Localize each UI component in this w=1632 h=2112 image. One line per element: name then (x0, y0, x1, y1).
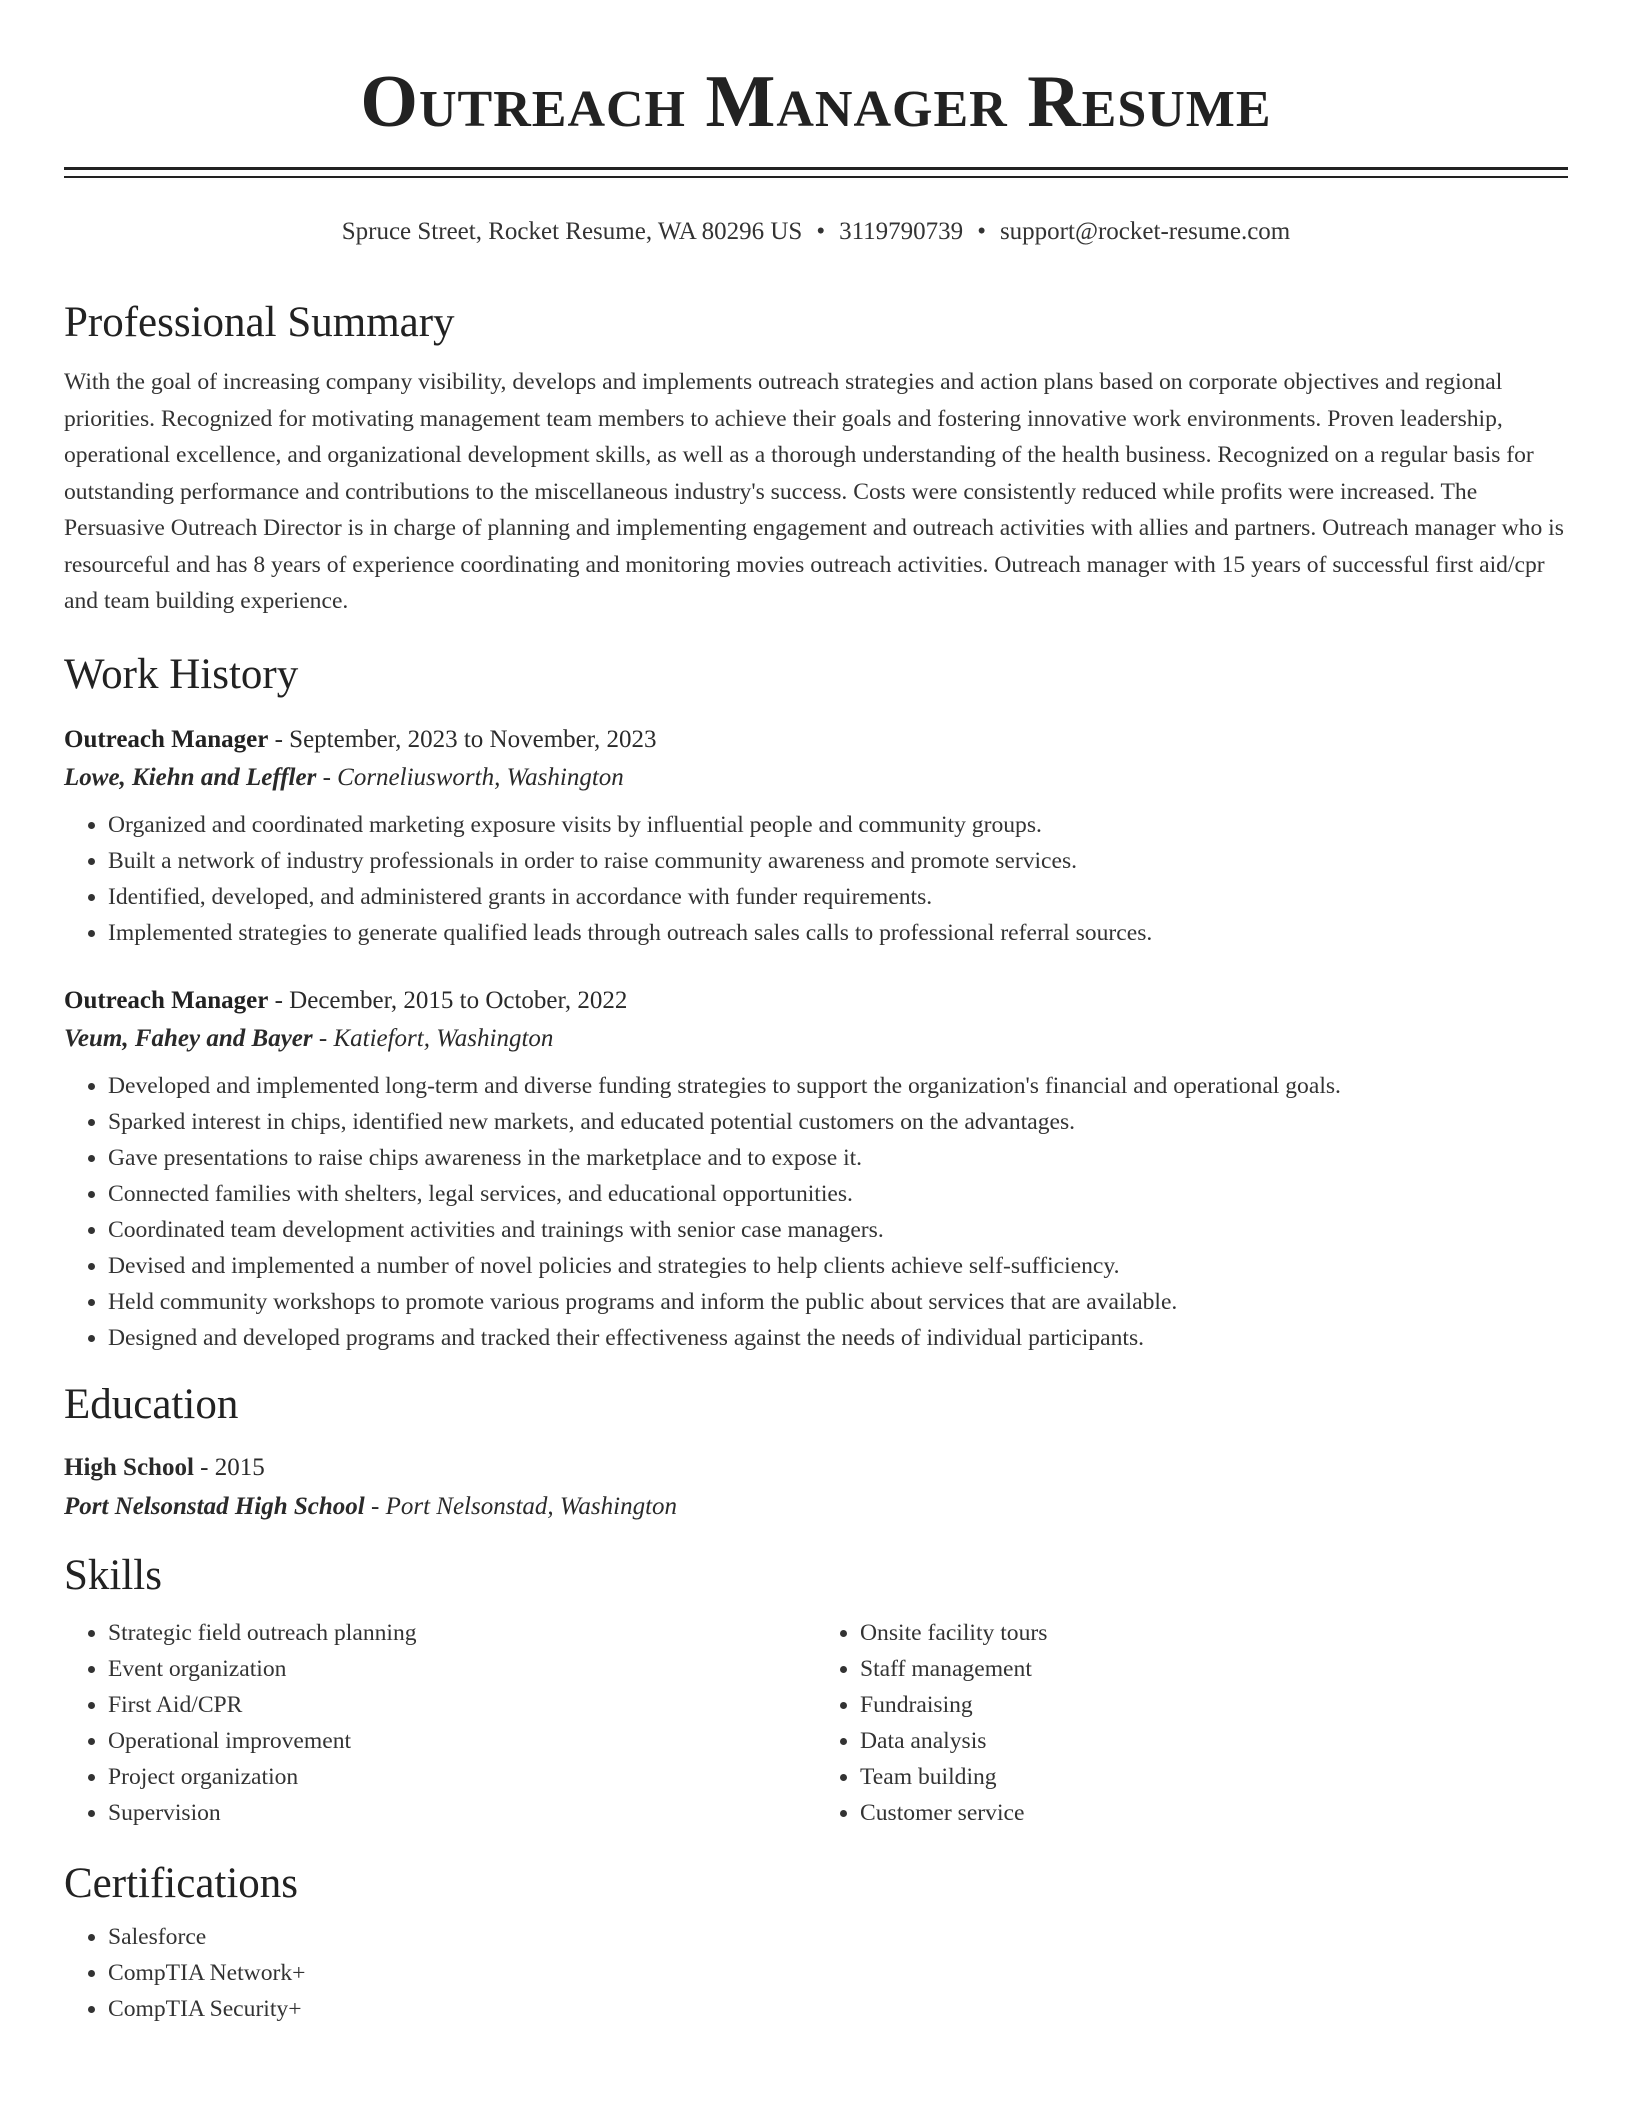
job-bullet: • Coordinated team development activities and trainings with senior case managers. (108, 1212, 1568, 1248)
certifications-list (64, 1919, 1568, 2027)
job-bullet: • Implemented strategies to generate qualified leads through outreach sales calls to professional referral sources. (108, 915, 1568, 951)
job-company: Lowe, Kiehn and Leffler (64, 763, 317, 791)
job-title: Outreach Manager (64, 725, 269, 753)
job-company-line (64, 1020, 1568, 1058)
job-entry (64, 982, 1568, 1356)
job-title: Outreach Manager (64, 986, 269, 1014)
job-bullet: • Devised and implemented a number of novel policies and strategies to help clients achieve self-sufficiency. (108, 1248, 1568, 1284)
skill-item: • Customer service (860, 1795, 1568, 1831)
job-bullets (64, 1068, 1568, 1356)
skill-item: • Fundraising (860, 1687, 1568, 1723)
certification-item: • CompTIA Network+ (108, 1955, 1568, 1991)
job-title-line (64, 982, 1568, 1020)
job-location: - Katiefort, Washington (312, 1024, 554, 1052)
summary-text: With the goal of increasing company visibility, develops and implements outreach strategies and action plans based on corporate objectives and regional priorities. Recognized for motivating management team members to achieve their goals and fostering innovative work environments. Proven leadership, operational excellence, and organizational development skills, as well as a thorough understanding of the health business. Recognized on a regular basis for outstanding performance and contributions to the miscellaneous industry's success. Costs were consistently reduced while profits were increased. The Persuasive Outreach Director is in charge of planning and implementing engagement and outreach activities with allies and partners. Outreach manager who is resourceful and has 8 years of experience coordinating and monitoring movies outreach activities. Outreach manager with 15 years of successful first aid/cpr and team building experience. (64, 369, 1564, 614)
section-heading-certifications: Certifications (64, 1859, 299, 1907)
job-bullet: • Sparked interest in chips, identified new markets, and educated potential customers on the advantages. (108, 1104, 1568, 1140)
job-company: Veum, Fahey and Bayer (64, 1024, 313, 1052)
job-bullets (64, 807, 1568, 951)
skill-item: • Event organization (108, 1651, 816, 1687)
certification-item: • Salesforce (108, 1919, 1568, 1955)
contact-separator: • (977, 218, 986, 245)
title-divider-thick (64, 167, 1568, 170)
job-bullet: • Organized and coordinated marketing exposure visits by influential people and community groups. (108, 807, 1568, 843)
job-bullet: • Designed and developed programs and tracked their effectiveness against the needs of individual participants. (108, 1320, 1568, 1356)
job-bullet: • Identified, developed, and administered grants in accordance with funder requirements. (108, 879, 1568, 915)
skill-item: • Data analysis (860, 1723, 1568, 1759)
contact-email: support@rocket-resume.com (999, 218, 1291, 245)
job-bullet: • Gave presentations to raise chips awareness in the marketplace and to expose it. (108, 1140, 1568, 1176)
job-entry (64, 721, 1568, 951)
section-heading-summary: Professional Summary (64, 299, 455, 346)
contact-line (64, 216, 1568, 248)
skills-list-left (64, 1615, 816, 1831)
job-company-line (64, 759, 1568, 797)
skills-list-right (816, 1615, 1568, 1831)
skill-item: • Strategic field outreach planning (108, 1615, 816, 1651)
skill-item: • Project organization (108, 1759, 816, 1795)
resume-title: Outreach Manager Resume (360, 61, 1272, 143)
job-dates: - December, 2015 to October, 2022 (268, 986, 628, 1014)
contact-separator: • (816, 218, 826, 245)
section-heading-education: Education (64, 1380, 239, 1428)
skill-item: • Team building (860, 1759, 1568, 1795)
job-bullet: • Built a network of industry professionals in order to raise community awareness and promote services. (108, 843, 1568, 879)
section-heading-work: Work History (64, 650, 299, 698)
skill-item: • Operational improvement (108, 1723, 816, 1759)
certification-item: • CompTIA Security+ (108, 1991, 1568, 2027)
job-dates: - September, 2023 to November, 2023 (268, 725, 657, 753)
job-title-line (64, 721, 1568, 759)
skill-item: • First Aid/CPR (108, 1687, 816, 1723)
contact-address: Spruce Street, Rocket Resume, WA 80296 US (341, 218, 803, 245)
education-year: - 2015 (193, 1453, 265, 1481)
job-bullet: • Connected families with shelters, legal services, and educational opportunities. (108, 1176, 1568, 1212)
education-school-line (64, 1487, 1568, 1527)
education-degree: High School (64, 1453, 194, 1481)
job-location: - Corneliusworth, Washington (316, 763, 624, 791)
section-heading-skills: Skills (64, 1551, 162, 1599)
skill-item: • Supervision (108, 1795, 816, 1831)
skills-columns (64, 1615, 1568, 1831)
skill-item: • Onsite facility tours (860, 1615, 1568, 1651)
job-bullet: • Developed and implemented long-term and diverse funding strategies to support the organization's financial and operational goals. (108, 1068, 1568, 1104)
skill-item: • Staff management (860, 1651, 1568, 1687)
contact-phone: 3119790739 (839, 218, 964, 245)
education-school: Port Nelsonstad High School (64, 1492, 365, 1520)
title-divider-thin (64, 176, 1568, 178)
job-bullet: • Held community workshops to promote various programs and inform the public about services that are available. (108, 1284, 1568, 1320)
education-location: - Port Nelsonstad, Washington (364, 1492, 678, 1520)
education-degree-line (64, 1449, 1568, 1487)
